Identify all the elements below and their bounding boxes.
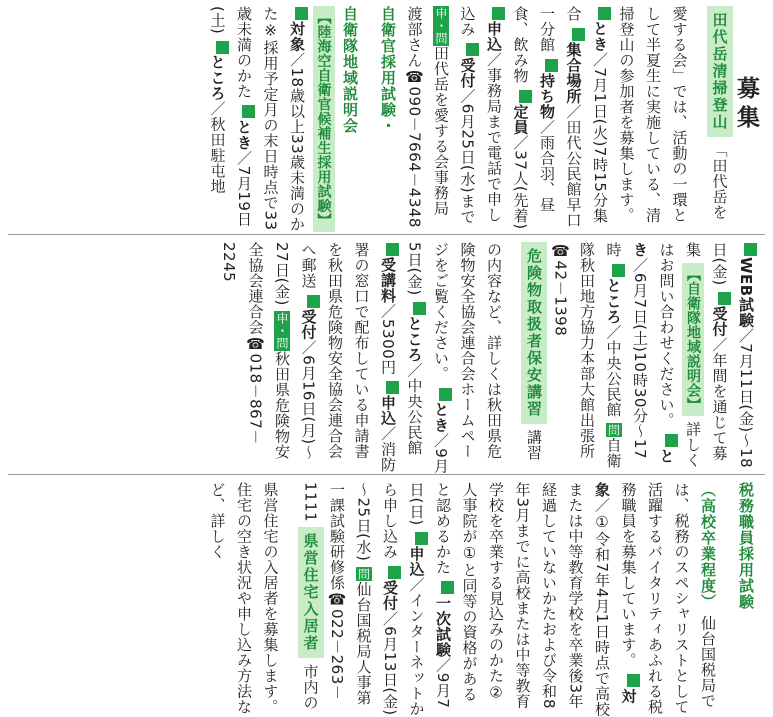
label-toki: とき xyxy=(591,21,609,52)
square-marker-icon xyxy=(439,388,452,401)
zeimu-uketsuke: ／6月13日(金)～25日(水) xyxy=(354,482,399,716)
square-marker-icon xyxy=(242,105,255,118)
divider xyxy=(8,234,765,235)
zeimu-contact: 仙台国税局人事第一課試験研修係☎022－263－1111 xyxy=(301,482,373,706)
kenei-body: 市内の県営住宅の入居者を募集します。住宅の空き状況や申し込み方法など、詳しく xyxy=(208,482,320,715)
section-top-text xyxy=(8,0,765,234)
square-marker-icon xyxy=(441,581,454,594)
heading-tashirodake: 田代岳清掃登山 xyxy=(707,6,733,137)
tashirodake-shugo: ／田代公民館早口一分館 xyxy=(538,6,583,228)
jieikan-uketsuke: ／年間を通じて募集 xyxy=(684,242,729,461)
heading-jieikan-1: 自衛官採用試験・ xyxy=(379,6,397,134)
square-marker-icon xyxy=(519,90,532,103)
label-uketsuke: 受付 xyxy=(381,579,399,611)
square-marker-icon xyxy=(415,532,428,545)
tashirodake-body: 「田代岳を愛する会」では、活動の一環として半夏生に実施している、清掃登山の参加者を募集します。 xyxy=(617,6,729,223)
heading-zeimu: 税務職員採用試験 xyxy=(737,482,755,610)
square-marker-icon xyxy=(718,292,731,305)
label-juko: 受講料 xyxy=(379,257,397,304)
heading-zeimu-sub: （高校卒業程度） xyxy=(699,482,717,610)
contact-tag: 問 xyxy=(356,567,371,581)
square-marker-icon xyxy=(307,295,320,308)
square-marker-icon xyxy=(572,28,585,41)
label-toki: とき xyxy=(432,401,450,433)
label-moushikomi: 申込 xyxy=(485,21,503,52)
label-toki: とき xyxy=(631,242,676,464)
square-marker-icon xyxy=(388,566,401,579)
subheading-setsumeikai: 【自衛隊地域説明会】 xyxy=(682,263,704,416)
tashirodake-uketsuke: ／6月25日(水)まで xyxy=(458,88,477,225)
square-marker-icon xyxy=(665,434,678,447)
tashirodake-contact: 田代岳を愛する会事務局 渡部さん☎090－7664－4348 xyxy=(405,6,450,232)
label-ichiji: 一次試験 xyxy=(434,595,452,658)
square-marker-icon xyxy=(545,59,558,72)
kikenbutsu-body: 講習の内容など、詳しくは秋田県危険物安全協会連合会ホームページをご覧ください。 xyxy=(432,242,543,461)
kikenbutsu-contact: 秋田県危険物安全協会連合会☎018－867－2245 xyxy=(220,242,291,460)
square-marker-icon xyxy=(612,264,625,277)
square-marker-icon xyxy=(216,41,229,54)
jieikan-web: ／7月11日(金)～18日(金) xyxy=(710,242,755,469)
label-tokoro: ところ xyxy=(604,277,623,325)
heading-jieikan-2: 自衛隊地域説明会 xyxy=(341,6,359,134)
section-bottom xyxy=(8,476,765,717)
label-uketsuke: 受付 xyxy=(458,57,477,89)
section-middle xyxy=(8,236,765,474)
contact-tag: 問 xyxy=(606,423,621,437)
label-tokoro: ところ xyxy=(208,54,227,101)
label-uketsuke: 受付 xyxy=(710,306,729,337)
heading-kikenbutsu: 危険物取扱者保安講習 xyxy=(521,242,547,424)
label-moushikomi: 申込 xyxy=(407,546,426,577)
zeimu-ichiji: ／9月7日(日) xyxy=(407,482,452,709)
label-shugo: 集合場所 xyxy=(564,41,583,104)
kikenbutsu-toki: ／9月5日(金) xyxy=(405,242,450,474)
label-moushikomi: 申込 xyxy=(379,394,397,426)
jieikan-tokoro2: ／中央公民館 xyxy=(604,324,623,418)
square-marker-icon xyxy=(598,7,611,20)
tashirodake-moushikomi: ／事務局まで電話で申し込み xyxy=(458,6,503,223)
subheading-rikkaiku: 【陸海空自衛官候補生採用試験】 xyxy=(313,6,335,232)
zeimu-moushikomi: ／インターネットから申し込み xyxy=(381,482,426,717)
square-marker-icon xyxy=(466,43,479,56)
tashirodake-mochimono: ／雨合羽、昼食、飲み物 xyxy=(511,6,556,213)
section-middle-text xyxy=(8,236,765,474)
label-taisho: 対象 xyxy=(593,482,638,704)
square-marker-icon xyxy=(386,381,399,394)
jieikan-taisho: ／18歳以上33歳未満のかた※採用予定月の末日時点で33歳未満のかた xyxy=(235,6,306,232)
label-uketsuke: 受付 xyxy=(299,308,318,340)
label-toki: とき xyxy=(235,119,253,151)
label-taisho: 対象 xyxy=(288,21,306,52)
jieikan-body2: 詳しくはお問い合わせください。 xyxy=(657,242,702,468)
section-top xyxy=(8,0,765,234)
kikenbutsu-uketsuke: ／6月16日(月)～27日(金) xyxy=(273,242,318,461)
jieikan-toki: ／7月19日(土) xyxy=(208,6,253,227)
label-web: WEB試験 xyxy=(737,257,755,328)
square-marker-icon xyxy=(295,7,308,20)
kikenbutsu-moushikomi: ／消防署の窓口で配布している申請書を秋田県危険物安全協会連合会へ郵送 xyxy=(299,242,397,473)
section-bottom-text xyxy=(8,476,765,717)
zeimu-body: 仙台国税局では、税務のスペシャリストとして活躍するバイタリティあふれる税務職員を募集しています。 xyxy=(619,482,717,715)
heading-kenei: 県営住宅入居者 xyxy=(298,527,324,658)
square-marker-icon xyxy=(386,243,399,256)
divider xyxy=(8,474,765,475)
tashirodake-toki: ／7月1日(火)7時15分集合 xyxy=(564,6,609,224)
zeimu-taisho: ／①令和7年4月1日時点で高校または中等教育学校を卒業後3年経過していないかたおよび令和8年3月までに高校または中等教育学校を卒業する見込みのかた②人事院が①と同等の資格があると認めるかた xyxy=(434,482,611,717)
square-marker-icon xyxy=(413,302,426,315)
kikenbutsu-juko: ／5300円 xyxy=(379,303,397,375)
square-marker-icon xyxy=(627,674,640,687)
kikenbutsu-tokoro: ／中央公民館 xyxy=(405,362,424,456)
contact-tag: 申・問 xyxy=(275,312,289,350)
contact-tag: 申・問 xyxy=(434,7,448,45)
jieikan-contact: 自衛隊秋田地方協力本部大館出張所☎42－1398 xyxy=(551,242,623,469)
jieikan-toki2: ／6月7日(土)10時30分～17時 xyxy=(604,242,649,460)
square-marker-icon xyxy=(492,7,505,20)
label-teiin: 定員 xyxy=(511,103,530,135)
label-tokoro: ところ xyxy=(405,316,424,363)
square-marker-icon xyxy=(744,243,757,256)
page-title: 募集 xyxy=(733,76,759,134)
tashirodake-teiin: ／37人(先着) xyxy=(511,134,530,230)
jieikan-tokoro: ／秋田駐屯地 xyxy=(208,101,227,194)
label-mochimono: 持ち物 xyxy=(538,72,556,120)
